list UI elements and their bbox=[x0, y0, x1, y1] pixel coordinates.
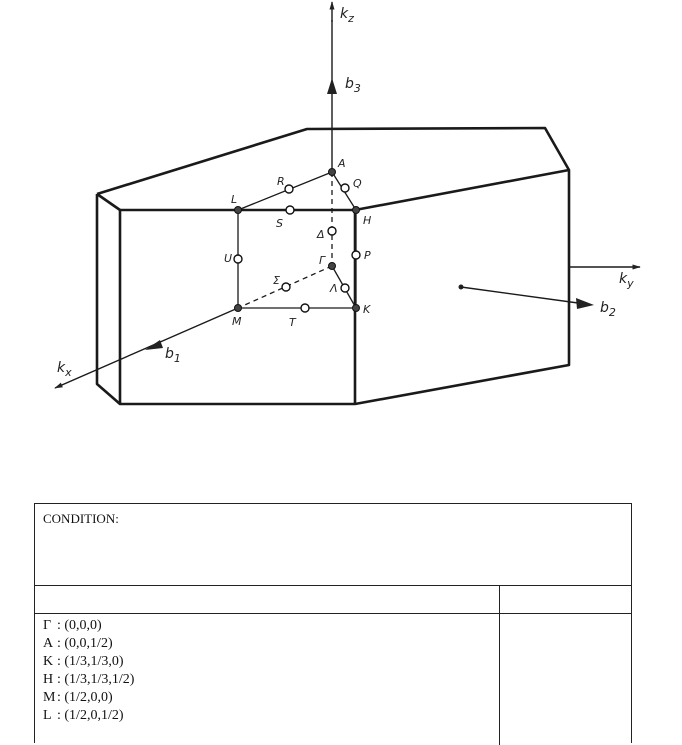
point-R bbox=[285, 185, 293, 193]
line-points bbox=[234, 184, 360, 312]
point-Gamma bbox=[329, 263, 336, 270]
point-S bbox=[286, 206, 294, 214]
label-Gamma: Γ bbox=[319, 254, 326, 267]
list-item: K : (1/3,1/3,0) bbox=[43, 654, 124, 669]
point-P bbox=[352, 251, 360, 259]
b2-vector bbox=[459, 285, 595, 310]
point-M bbox=[235, 305, 242, 312]
symmetry-lines bbox=[238, 172, 356, 308]
table-divider-1 bbox=[35, 585, 631, 586]
table-divider-2 bbox=[35, 613, 631, 614]
label-Delta: Δ bbox=[317, 228, 325, 241]
condition-label: CONDITION: bbox=[43, 511, 119, 526]
label-K: K bbox=[363, 303, 371, 316]
kx-axis bbox=[55, 308, 238, 388]
label-S: S bbox=[276, 217, 283, 230]
label-M: M bbox=[232, 315, 242, 328]
point-Lambda bbox=[341, 284, 349, 292]
table-column-divider bbox=[499, 585, 500, 745]
condition-table bbox=[34, 503, 632, 743]
high-symmetry-points-list bbox=[43, 617, 134, 725]
label-Lambda: Λ bbox=[330, 282, 338, 295]
label-Q: Q bbox=[353, 177, 362, 190]
label-U: U bbox=[224, 252, 233, 265]
point-Sigma bbox=[282, 283, 290, 291]
point-A bbox=[329, 169, 336, 176]
label-P: P bbox=[364, 249, 371, 262]
ky-label: $k_y$ bbox=[619, 271, 634, 290]
b1-vector bbox=[145, 340, 163, 350]
b3-label: $b_3$ bbox=[345, 76, 361, 95]
point-labels bbox=[224, 157, 371, 329]
list-item: H : (1/3,1/3,1/2) bbox=[43, 672, 135, 687]
kx-label: $k_x$ bbox=[57, 360, 72, 379]
point-Delta bbox=[328, 227, 336, 235]
point-L bbox=[235, 207, 242, 214]
point-K bbox=[353, 305, 360, 312]
label-H: H bbox=[363, 214, 372, 227]
label-Sigma: Σ bbox=[273, 274, 280, 287]
point-U bbox=[234, 255, 242, 263]
b1-label: $b_1$ bbox=[165, 346, 181, 365]
list-item: L : (1/2,0,1/2) bbox=[43, 708, 124, 723]
point-Q bbox=[341, 184, 349, 192]
b3-vector bbox=[327, 78, 337, 94]
label-L: L bbox=[231, 193, 238, 206]
point-H bbox=[353, 207, 360, 214]
list-item: A : (0,0,1/2) bbox=[43, 636, 113, 651]
label-T: T bbox=[289, 316, 296, 329]
list-item: M : (1/2,0,0) bbox=[43, 690, 113, 705]
label-R: R bbox=[277, 175, 285, 188]
kz-label: $k_z$ bbox=[340, 6, 354, 25]
b2-label: $b_2$ bbox=[600, 300, 616, 319]
label-A: A bbox=[338, 157, 346, 170]
list-item: Γ : (0,0,0) bbox=[43, 618, 102, 633]
point-T bbox=[301, 304, 309, 312]
